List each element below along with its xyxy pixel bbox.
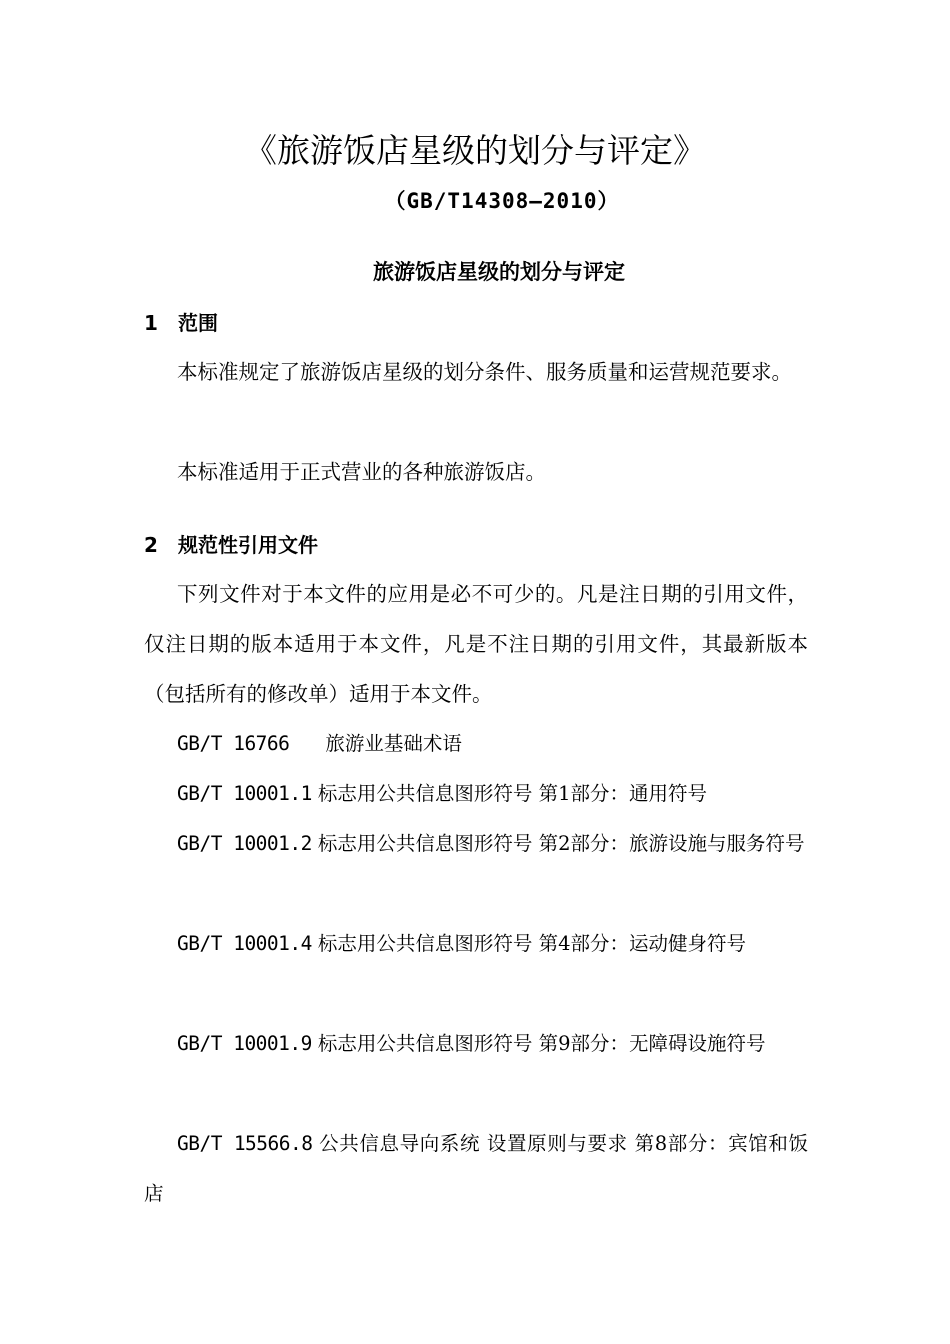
reference-title: 旅游业基础术语	[325, 732, 462, 755]
reference-item	[144, 919, 808, 969]
reference-code: GB/T 10001.9	[177, 1032, 312, 1055]
reference-code: GB/T 10001.4	[177, 932, 312, 955]
reference-title: 标志用公共信息图形符号 第1部分：通用符号	[317, 782, 707, 805]
reference-item	[144, 1019, 808, 1069]
reference-title: 公共信息导向系统 设置原则与要求 第8部分：宾馆和饭店	[144, 1132, 808, 1205]
scope-paragraph-2: 本标准适用于正式营业的各种旅游饭店。	[177, 460, 546, 484]
reference-code: GB/T 16766	[177, 732, 290, 755]
reference-item	[144, 769, 808, 819]
reference-item	[144, 719, 808, 769]
reference-title: 标志用公共信息图形符号 第2部分：旅游设施与服务符号	[317, 832, 805, 855]
reference-item	[144, 1119, 808, 1219]
section-heading-normative-references	[144, 531, 318, 559]
section-title: 规范性引用文件	[178, 533, 318, 557]
references-intro-paragraph: 下列文件对于本文件的应用是必不可少的。凡是注日期的引用文件，仅注日期的版本适用于本文件，凡是不注日期的引用文件，其最新版本（包括所有的修改单）适用于本文件。	[144, 582, 808, 706]
document-subtitle: 旅游饭店星级的划分与评定	[373, 260, 625, 284]
reference-title: 标志用公共信息图形符号 第9部分：无障碍设施符号	[317, 1032, 766, 1055]
reference-code: GB/T 15566.8	[177, 1132, 313, 1155]
section-number: 1	[144, 311, 158, 335]
scope-paragraph-1: 本标准规定了旅游饭店星级的划分条件、服务质量和运营规范要求。	[177, 360, 792, 384]
reference-title: 标志用公共信息图形符号 第4部分：运动健身符号	[317, 932, 746, 955]
reference-code: GB/T 10001.1	[177, 782, 312, 805]
reference-code: GB/T 10001.2	[177, 832, 312, 855]
reference-item	[144, 819, 808, 869]
section-number: 2	[144, 533, 158, 557]
section-title: 范围	[178, 311, 218, 335]
standard-code: （GB/T14308—2010）	[384, 189, 620, 213]
document-title: 《旅游饭店星级的划分与评定》	[244, 131, 706, 170]
section-heading-scope	[144, 309, 218, 337]
